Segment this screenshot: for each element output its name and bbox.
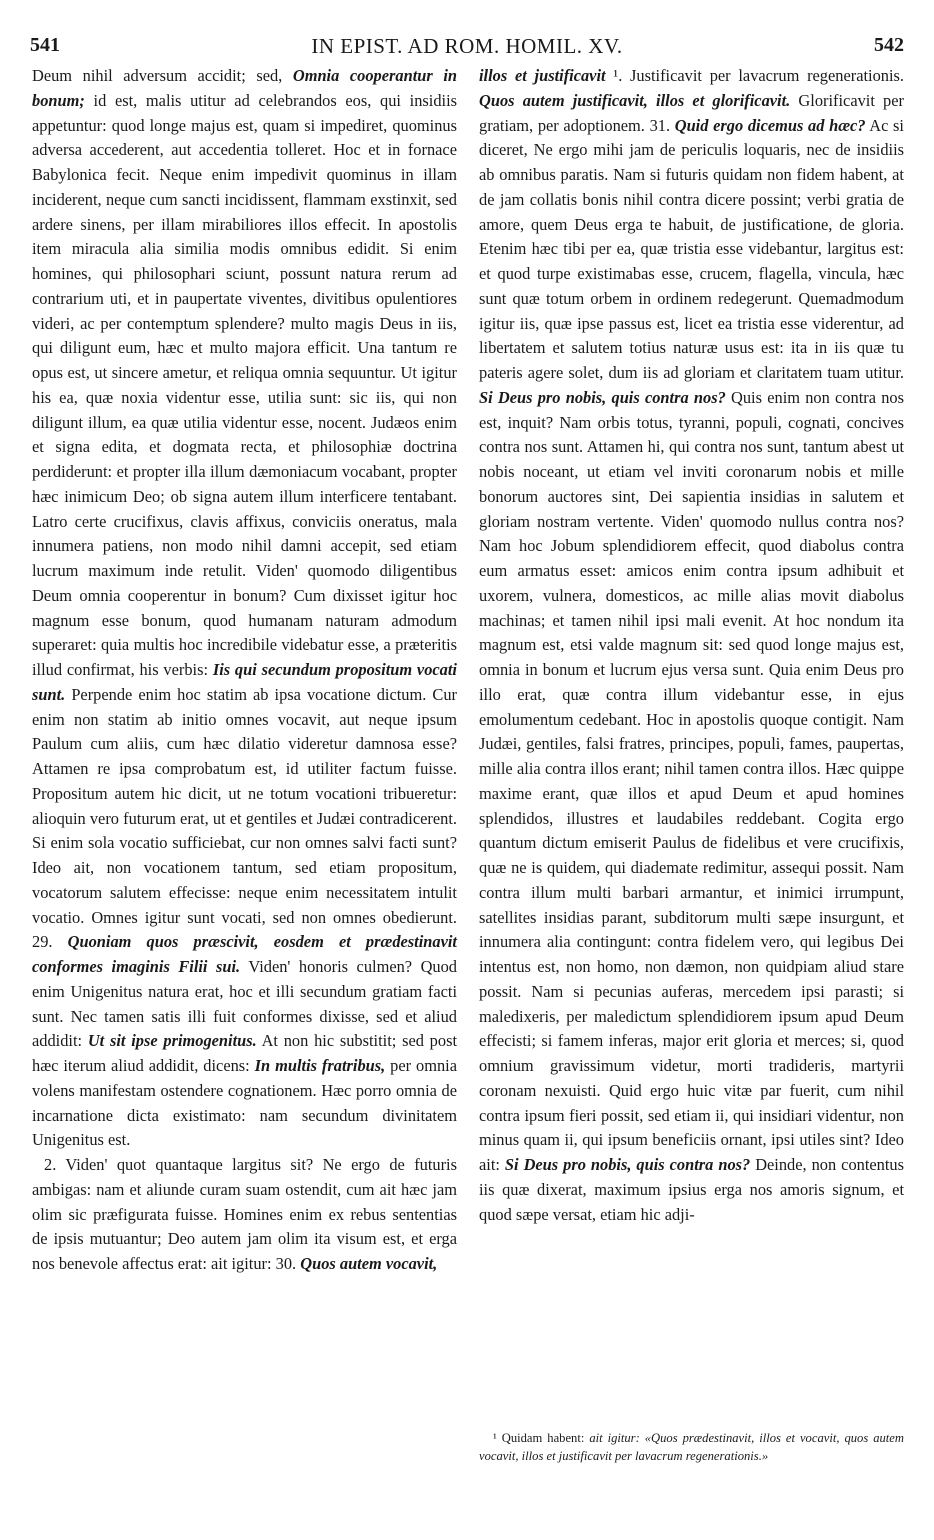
scripture-quote: illos et justificavit: [479, 66, 606, 85]
text-run: per omnia volens manifestam ostendere cognationem. Hæc porro omnia de incarnatione dicta existimato: nam secundum divinitatem Unigenitus est.: [32, 1056, 458, 1150]
scripture-quote: Si Deus pro nobis, quis contra nos?: [504, 1155, 751, 1174]
text-run: At non hic substitit; sed post hæc iterum aliud addidit, dicens:: [32, 1031, 458, 1075]
running-title: IN EPIST. AD ROM. HOMIL. XV.: [311, 34, 623, 58]
text-run: ¹. Justificavit per lavacrum regenerationis.: [605, 66, 905, 85]
text-run: Deum nihil adversum accidit; sed,: [32, 66, 293, 85]
left-paragraph-1: [32, 64, 457, 1153]
text-run: Quis enim non contra nos est, inquit? Nam orbis totus, tyranni, populi, cognati, concives contra nos sunt. Attamen hi, qui contra nos sunt, tantum abest ut nobis noceant, ut etiam vel inviti coronarum nobis et mille bonorum auctores sint, Dei sapientia insidias in salutem et gloriam nostram vertente. Viden' quomodo nullus contra nos? Nam hoc Jobum splendidiorem effecit, quod diabolus contra eum armatus esset: amicos enim contra ipsum adhibuit et uxorem, vulnera, domesticos, ac mille alias movit diabolus machinas; et tamen nihil ipsi mali evenit. At hoc nondum ita magnum est, etsi valde magnum sit: sed quod longe majus est, omnia in bonum et lucrum ejus versa sunt. Quia enim Deus pro illo erat, quæ contra illum videbantur esse, in ejus emolumentum cedebant. Hoc in apostolis quoque contigit. Nam Judæi, gentiles, falsi fratres, principes, populi, fames, paupertas, mille alia contra illos erant; nihil tamen contra illos. Hæc quippe maxime erant, quæ illos et apud Deum et apud homines splendidos, illustres et laudabiles reddebant. Cogita ergo quantum dictum emiserit Paulus de fidelibus et vere crucifixis, quæ ne is quidem, qui diademate redimitur, assequi possit. Nam contra illum multi barbari armantur, et inimici irrumpunt, satellites insidias parant, subditorum multi sæpe insurgunt, et innumera alia contingunt: contra fidelem vero, qui legibus Dei intentus est, non homo, non dæmon, non quidpiam aliud stare possit. Nam si pecunias auferas, mercedem ipsi parasti; si maledixeris, per maledictum splendidiorem ipsum apud Deum effecisti; si famem inferas, major erit gloria et merces; si, quod omnium gravissimum videtur, morti tradideris, martyrii coronam nexuisti. Quid ergo huic vitæ par fuerit, cum nihil contra ipsum fieri possit, sed etiam ii, qui insidiari videntur, non minus quam ii, qui ipsum beneficiis ornant, ipsi utiles sint? Ideo ait:: [479, 387, 904, 1174]
text-run: id est, malis utitur ad celebrandos eos, qui insidiis appetuntur: quod longe majus est, quam si impediret, quominus adversa accederent, aut accedentia tolleret. Hoc et in fornace Babylonica fecit. Neque enim impedivit quominus in illam inciderent, neque cum sancti incidissent, flammam exstinxit, sed ardere sinens, per illam mirabiliores illos effecit. In apostolis item miracula alia similia modis omnibus edidit. Si enim homines, qui philosophari sciunt, possunt natura rerum ad contrarium uti, et in paupertate viventes, divitibus opulentiores videri, ac per contemptum splendere? multo magis Deus in iis, qui diligunt eum, hæc et multo majora efficit. Una tantum re opus est, ut sincere ametur, et reliqua omnia sequuntur. Ut igitur his ea, quæ noxia videntur esse, utilia sunt: sic iis, qui non diligunt illum, ea quæ utilia videntur esse, nocent. Judæos enim et signa edita, et dogmata recta, et philosophiæ doctrina perdiderunt: et propter illa illum dæmoniacum vocabant, propter hæc inimicum Deo; ob signa autem illum interficere tentabant. Latro certe crucifixus, clavis affixus, conviciis oneratus, mala innumera patiens, non modo nihil damni accepit, sed etiam lucrum maximum inde retulit. Viden' quomodo diligentibus Deum omnia cooperentur in bonum? Cum dixisset igitur hoc magnum esse bonum, quod humanam naturam admodum superaret: quia multis hoc incredibile videbatur esse, a præteritis illud confirmat, his verbis:: [32, 90, 457, 679]
page-number-right: 542: [874, 34, 904, 56]
footnote-text: [479, 1430, 904, 1465]
text-run: Viden' honoris culmen? Quod enim Unigenitus natura erat, hoc et illi secundum gratiam facti sunt. Nec tamen satis illi fuit conformes dixisse, sed et aliud addidit:: [32, 957, 458, 1051]
scripture-quote: Ut sit ipse primogenitus.: [87, 1031, 257, 1051]
text-run: Perpende enim hoc statim ab ipsa vocatione dictum. Cur enim non statim ab initio omnes vocavit, aut neque ipsum Paulum cum aliis, cum hæc dilatio videretur damnosa esse? Attamen re ipsa comprobatum est, id utiliter factum fuisse. Propositum autem hic dicit, ut ne totum vocationi tribueretur: alioquin vero futurum erat, ut et gentiles et Judæi contradicerent. Si enim sola vocatio sufficiebat, cur non omnes salvi facti sunt? Ideo ait, non vocationem tantum, sed etiam propositum, vocatorum salutem effecisse: neque enim necessitatem intulit vocatio. Omnes igitur sunt vocati, sed non omnes obedierunt. 29.: [32, 684, 457, 952]
scripture-quote: Quos autem justificavit, illos et glorificavit.: [479, 90, 791, 110]
scripture-quote: Si Deus pro nobis, quis contra nos?: [479, 387, 726, 407]
text-run: 2. Viden' quot quantaque largitus sit? Ne ergo de futuris ambigas: nam et aliunde curam suam ostendit, cum ait hæc jam olim sic præfigurata fuisse. Homines enim ex rebus sententias de ipsis mutuantur; Deo autem jam olim ita visum est, et erga nos benevole affectus erat: ait igitur: 30.: [32, 1155, 457, 1273]
scripture-quote: Omnia cooperantur in bonum;: [32, 66, 457, 110]
text-run: Glorificavit per gratiam, per adoptionem. 31.: [479, 90, 904, 135]
left-paragraph-2: [32, 1153, 457, 1277]
footnote: [479, 1430, 904, 1465]
scripture-quote: In multis fratribus,: [254, 1056, 386, 1075]
right-column: [479, 64, 904, 1227]
text-run: Deinde, non contentus iis quæ dixerat, maximum ipsius erga nos amoris signum, et quod sæpe versat, etiam hic adji-: [479, 1155, 904, 1224]
text-run: Ac si diceret, Ne ergo mihi jam de periculis loquaris, nec de insidiis ab omnibus paratis. Nam si futuris quidam non fidem habent, at de jam collatis bonis nihil contra dicere possint; verbi gratia de amore, quem Deus erga te habuit, de justificatione, de gloria. Etenim hæc tibi per ea, quæ tristia esse videbantur, largitus est: et quod turpe existimabas esse, crucem, flagella, vincula, hæc sunt quæ totum orbem in ordinem redegerunt. Quemadmodum igitur iis, quæ ipse passus est, licet ea tristia esse viderentur, ad libertatem et salutem totius naturæ usus est: ita in iis quæ tu pateris agere solet, dum iis ad gloriam et claritatem tuam utitur.: [479, 115, 904, 382]
left-column: [32, 64, 457, 1277]
page-number-left: 541: [30, 34, 60, 56]
scripture-quote: Quoniam quos præscivit, eosdem et prædestinavit conformes imaginis Filii sui.: [32, 932, 457, 976]
text-run: ¹ Quidam habent:: [493, 1431, 590, 1445]
right-paragraph-1: [479, 64, 904, 1227]
scripture-quote: Quid ergo dicemus ad hæc?: [674, 115, 866, 135]
scripture-quote: Quos autem vocavit,: [300, 1254, 438, 1273]
footnote-quote: ait igitur: «Quos prædestinavit, illos et vocavit, quos autem vocavit, illos et justificavit per lavacrum regenerationis.»: [479, 1431, 904, 1463]
running-header: [30, 34, 904, 60]
scripture-quote: Iis qui secundum propositum vocati sunt.: [32, 660, 457, 704]
